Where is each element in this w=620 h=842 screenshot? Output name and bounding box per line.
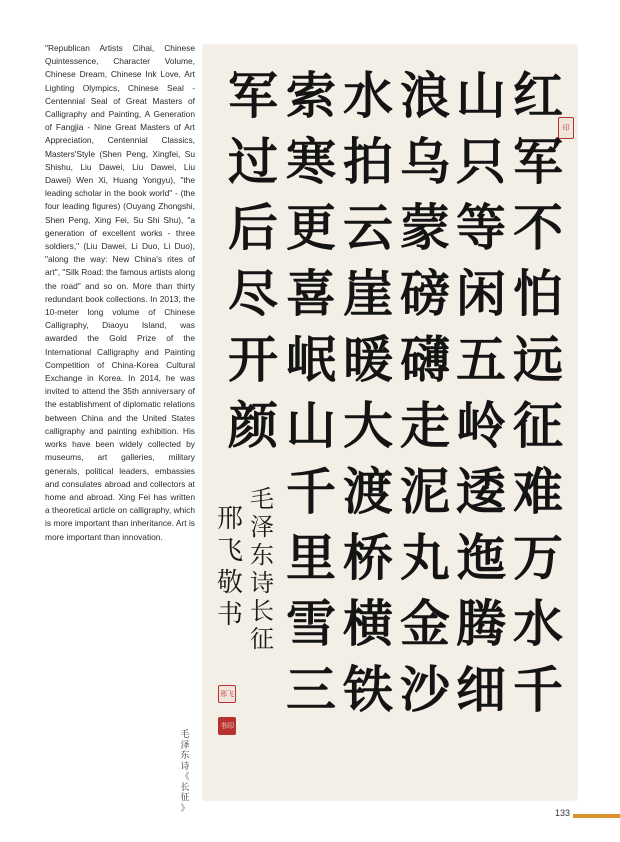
glyph: 崖 — [343, 264, 393, 323]
glyph: 怕 — [513, 264, 563, 323]
glyph: 开 — [228, 330, 278, 389]
glyph: 难 — [513, 462, 563, 521]
signature-char: 敬 — [217, 568, 244, 598]
glyph: 山 — [286, 396, 336, 455]
glyph: 铁 — [343, 660, 393, 719]
glyph: 横 — [343, 594, 393, 653]
caption-char: 》 — [180, 803, 190, 814]
glyph: 走 — [400, 396, 450, 455]
glyph: 岷 — [286, 330, 336, 389]
glyph: 千 — [513, 660, 563, 719]
glyph: 雪 — [286, 594, 336, 653]
glyph: 军 — [228, 66, 278, 125]
calligraphy-column-5 — [281, 63, 341, 723]
seal-signature: 邢飞 — [218, 685, 236, 703]
glyph: 不 — [513, 198, 563, 257]
glyph: 过 — [228, 132, 278, 191]
inscription-char: 泽 — [250, 513, 274, 541]
glyph: 五 — [456, 330, 506, 389]
glyph: 云 — [343, 198, 393, 257]
inscription-char: 征 — [250, 625, 274, 653]
calligraphy-column-3 — [395, 63, 455, 723]
signature-char: 邢 — [217, 504, 244, 534]
glyph: 迤 — [456, 528, 506, 587]
glyph: 蒙 — [400, 198, 450, 257]
calligraphy-column-4 — [338, 63, 398, 723]
glyph: 征 — [513, 396, 563, 455]
glyph: 喜 — [286, 264, 336, 323]
inscription-char: 毛 — [250, 485, 274, 513]
calligraphy-column-2 — [451, 63, 511, 723]
glyph: 渡 — [343, 462, 393, 521]
signature — [217, 503, 243, 631]
glyph: 山 — [456, 66, 506, 125]
glyph: 颜 — [228, 396, 278, 455]
glyph: 只 — [456, 132, 506, 191]
calligraphy-column-1 — [508, 63, 568, 723]
page-accent-bar — [573, 814, 620, 818]
caption-char: 《 — [180, 772, 190, 782]
glyph: 寒 — [286, 132, 336, 191]
glyph: 里 — [286, 528, 336, 587]
caption-char: 长 — [180, 782, 190, 793]
glyph: 千 — [286, 462, 336, 521]
artwork-caption — [178, 730, 192, 814]
glyph: 大 — [343, 396, 393, 455]
glyph: 水 — [343, 66, 393, 125]
inscription-char: 东 — [250, 541, 274, 569]
glyph: 尽 — [228, 264, 278, 323]
glyph: 水 — [513, 594, 563, 653]
glyph: 后 — [228, 198, 278, 257]
glyph: 逶 — [456, 462, 506, 521]
glyph: 细 — [456, 660, 506, 719]
glyph: 泥 — [400, 462, 450, 521]
inscription-char: 长 — [250, 597, 274, 625]
caption-char: 诗 — [180, 761, 190, 772]
glyph: 等 — [456, 198, 506, 257]
calligraphy-column-6 — [223, 63, 283, 459]
glyph: 岭 — [456, 396, 506, 455]
glyph: 金 — [400, 594, 450, 653]
glyph: 暖 — [343, 330, 393, 389]
inscription — [250, 485, 274, 653]
glyph: 更 — [286, 198, 336, 257]
glyph: 礴 — [400, 330, 450, 389]
caption-char: 征 — [180, 793, 190, 803]
inscription-char: 诗 — [250, 569, 274, 597]
glyph: 沙 — [400, 660, 450, 719]
glyph: 万 — [513, 528, 563, 587]
glyph: 腾 — [456, 594, 506, 653]
glyph: 三 — [286, 660, 336, 719]
glyph: 磅 — [400, 264, 450, 323]
caption-char: 泽 — [180, 740, 190, 751]
glyph: 乌 — [400, 132, 450, 191]
body-text: "Republican Artists Cihai, Chinese Quintessence, Character Volume, Chinese Dream, Chinese Ink Love, Art Lighting Olympics, Chinese Seal - Centennial Seal of Great Masters of Calligraphy and Painting, A Generation of Fangjia - Nine Great Masters of Art Appreciation, Centennial Classics, Masters'Style (Shen Peng, Xingfei, Su Shishu, Liu Dawei, Liu Dawei, Liu Dawei) Wen Xi, Huang Yongyu), "the leading scholar in the book world" - (the four leading figures) (Ouyang Zhongshi, Shen Peng, Xing Fei, Su Shi Shu), "a generation of excellent works - three soldiers," (Liu Dawei, Li Duo, Li Duo), "along the way: New China's rites of art", "Silk Road: the famous artists along the road" and so on. More than thirty redundant book collections. In 2013, the 10-meter long volume of Chinese Calligraphy, Diaoyu Island, was awarded the Gold Prize of the International Calligraphy and Painting Competition of China-Korea Cultural Exchange in Korea. In 2014, he was invited to attend the 35th anniversary of the establishment of diplomatic relations between China and the United States calligraphy and painting exhibition. His works have been widely collected by museums, art galleries, military generals, political leaders, embassies and consulates abroad and collectors at home and abroad. Xing Fei has written a theoretical article on calligraphy, which is more important than inheritance. Art is more important than innovation. — [45, 43, 195, 542]
glyph: 丸 — [400, 528, 450, 587]
seal-top-right: 印 — [558, 117, 574, 139]
glyph: 军 — [513, 132, 563, 191]
caption-char: 东 — [180, 751, 190, 761]
signature-char: 飞 — [217, 536, 244, 566]
glyph: 远 — [513, 330, 563, 389]
signature-char: 书 — [217, 600, 244, 630]
glyph: 桥 — [343, 528, 393, 587]
glyph: 拍 — [343, 132, 393, 191]
page-number: 133 — [555, 808, 571, 818]
caption-char: 毛 — [180, 730, 190, 740]
glyph: 闲 — [456, 264, 506, 323]
glyph: 索 — [286, 66, 336, 125]
glyph: 红 — [513, 66, 563, 125]
glyph: 浪 — [400, 66, 450, 125]
calligraphy-artwork — [203, 45, 577, 800]
seal-name: 书印 — [218, 717, 236, 735]
